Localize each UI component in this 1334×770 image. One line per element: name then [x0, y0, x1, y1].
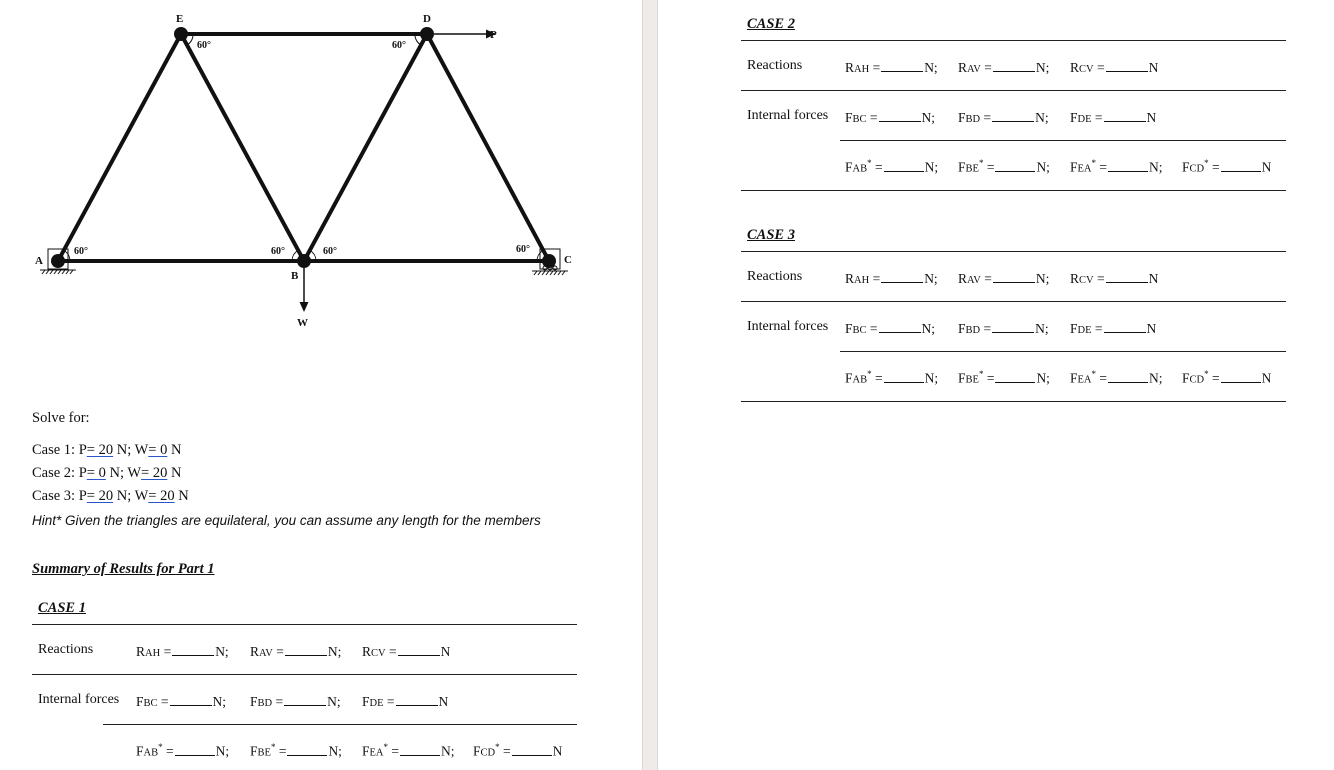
- joint-A: [51, 254, 65, 268]
- unit: N: [178, 488, 189, 504]
- internal-forces-label: Internal forces: [747, 319, 829, 334]
- load-arrow-P: [434, 30, 496, 39]
- field-f-ab: FAB* = N;: [845, 158, 939, 175]
- field-f-bc: FBC = N;: [136, 694, 227, 709]
- unit: N: [170, 465, 182, 481]
- joint-C: [542, 254, 556, 268]
- field-r-av: RAV = N;: [958, 271, 1050, 286]
- page-gutter: [642, 0, 658, 770]
- field-f-bc: FBC = N;: [845, 110, 936, 125]
- angle-label-C: 60°: [516, 244, 530, 255]
- document-page-left: [0, 0, 642, 770]
- case-2-title: CASE 2: [747, 16, 795, 32]
- divider: [840, 351, 1286, 352]
- angle-label-A: 60°: [74, 246, 88, 257]
- p-value: = 20: [86, 488, 114, 504]
- field-f-ab: FAB* = N;: [845, 369, 939, 386]
- divider: [741, 90, 1286, 91]
- p-value: = 20: [86, 442, 114, 458]
- w-prefix: W: [127, 465, 142, 481]
- node-label-C: C: [564, 254, 572, 266]
- node-label-D: D: [423, 13, 431, 25]
- w-prefix: W: [134, 442, 149, 458]
- field-f-bc: FBC = N;: [845, 321, 936, 336]
- field-f-be: FBE* = N;: [958, 158, 1050, 175]
- load-arrow-W: [300, 268, 309, 312]
- field-f-de: FDE = N: [1070, 321, 1157, 336]
- reactions-label: Reactions: [747, 269, 803, 284]
- field-f-ab: FAB* = N;: [136, 742, 230, 759]
- angle-label-E: 60°: [197, 40, 211, 51]
- p-prefix: P: [78, 488, 87, 504]
- w-value: = 0: [148, 442, 168, 458]
- divider: [741, 301, 1286, 302]
- case-2-line: [32, 465, 181, 482]
- member-BD: [304, 34, 427, 261]
- angle-label-B-right: 60°: [323, 246, 337, 257]
- divider: [840, 140, 1286, 141]
- field-f-be: FBE* = N;: [958, 369, 1050, 386]
- case-1-line: [32, 442, 181, 459]
- divider: [32, 674, 577, 675]
- case-label: Case 1:: [32, 442, 76, 458]
- field-r-ah: RAH = N;: [136, 644, 229, 659]
- load-label-P: P: [490, 29, 497, 41]
- w-prefix: W: [134, 488, 149, 504]
- field-r-av: RAV = N;: [958, 60, 1050, 75]
- field-f-bd: FBD = N;: [250, 694, 341, 709]
- divider: [741, 40, 1286, 41]
- angle-label-B-left: 60°: [271, 246, 285, 257]
- w-value: = 20: [148, 488, 175, 504]
- angle-label-D: 60°: [392, 40, 406, 51]
- node-label-A: A: [35, 255, 43, 267]
- field-f-de: FDE = N: [1070, 110, 1157, 125]
- joint-E: [174, 27, 188, 41]
- case-label: Case 2:: [32, 465, 76, 481]
- w-value: = 20: [141, 465, 168, 481]
- summary-title: Summary of Results for Part 1: [32, 561, 215, 577]
- field-r-cv: RCV = N: [1070, 271, 1159, 286]
- field-r-ah: RAH = N;: [845, 60, 938, 75]
- member-EB: [181, 34, 304, 261]
- document-page-right: [658, 0, 1334, 770]
- field-f-cd: FCD* = N: [473, 742, 563, 759]
- solve-heading: Solve for:: [32, 410, 90, 426]
- divider: [103, 724, 577, 725]
- internal-forces-label: Internal forces: [747, 108, 829, 123]
- field-r-av: RAV = N;: [250, 644, 342, 659]
- joint-B: [297, 254, 311, 268]
- case-1-title: CASE 1: [38, 600, 86, 616]
- field-f-ea: FEA* = N;: [1070, 158, 1163, 175]
- case-3-title: CASE 3: [747, 227, 795, 243]
- divider: [741, 401, 1286, 402]
- hint-text: Hint* Given the triangles are equilateral, you can assume any length for the members: [32, 513, 541, 528]
- node-label-E: E: [176, 13, 184, 25]
- member-AE: [58, 34, 181, 261]
- reactions-label: Reactions: [747, 58, 803, 73]
- p-prefix: P: [78, 442, 87, 458]
- field-f-cd: FCD* = N: [1182, 369, 1272, 386]
- divider: [32, 624, 577, 625]
- load-label-W: W: [297, 317, 308, 329]
- field-f-be: FBE* = N;: [250, 742, 342, 759]
- field-r-cv: RCV = N: [1070, 60, 1159, 75]
- reactions-label: Reactions: [38, 642, 94, 657]
- case-label: Case 3:: [32, 488, 76, 504]
- field-f-bd: FBD = N;: [958, 110, 1049, 125]
- internal-forces-label: Internal forces: [38, 692, 120, 707]
- case-3-line: [32, 488, 189, 505]
- field-f-bd: FBD = N;: [958, 321, 1049, 336]
- p-prefix: P: [78, 465, 87, 481]
- member-DC: [427, 34, 549, 261]
- truss-diagram: [0, 0, 642, 340]
- field-f-ea: FEA* = N;: [362, 742, 455, 759]
- divider: [741, 251, 1286, 252]
- sep: N;: [116, 442, 132, 458]
- sep: N;: [109, 465, 124, 481]
- field-r-ah: RAH = N;: [845, 271, 938, 286]
- node-label-B: B: [291, 270, 299, 282]
- sep: N;: [116, 488, 132, 504]
- p-value: = 0: [86, 465, 106, 481]
- field-r-cv: RCV = N: [362, 644, 451, 659]
- field-f-cd: FCD* = N: [1182, 158, 1272, 175]
- divider: [741, 190, 1286, 191]
- unit: N: [170, 442, 182, 458]
- field-f-de: FDE = N: [362, 694, 449, 709]
- joint-D: [420, 27, 434, 41]
- field-f-ea: FEA* = N;: [1070, 369, 1163, 386]
